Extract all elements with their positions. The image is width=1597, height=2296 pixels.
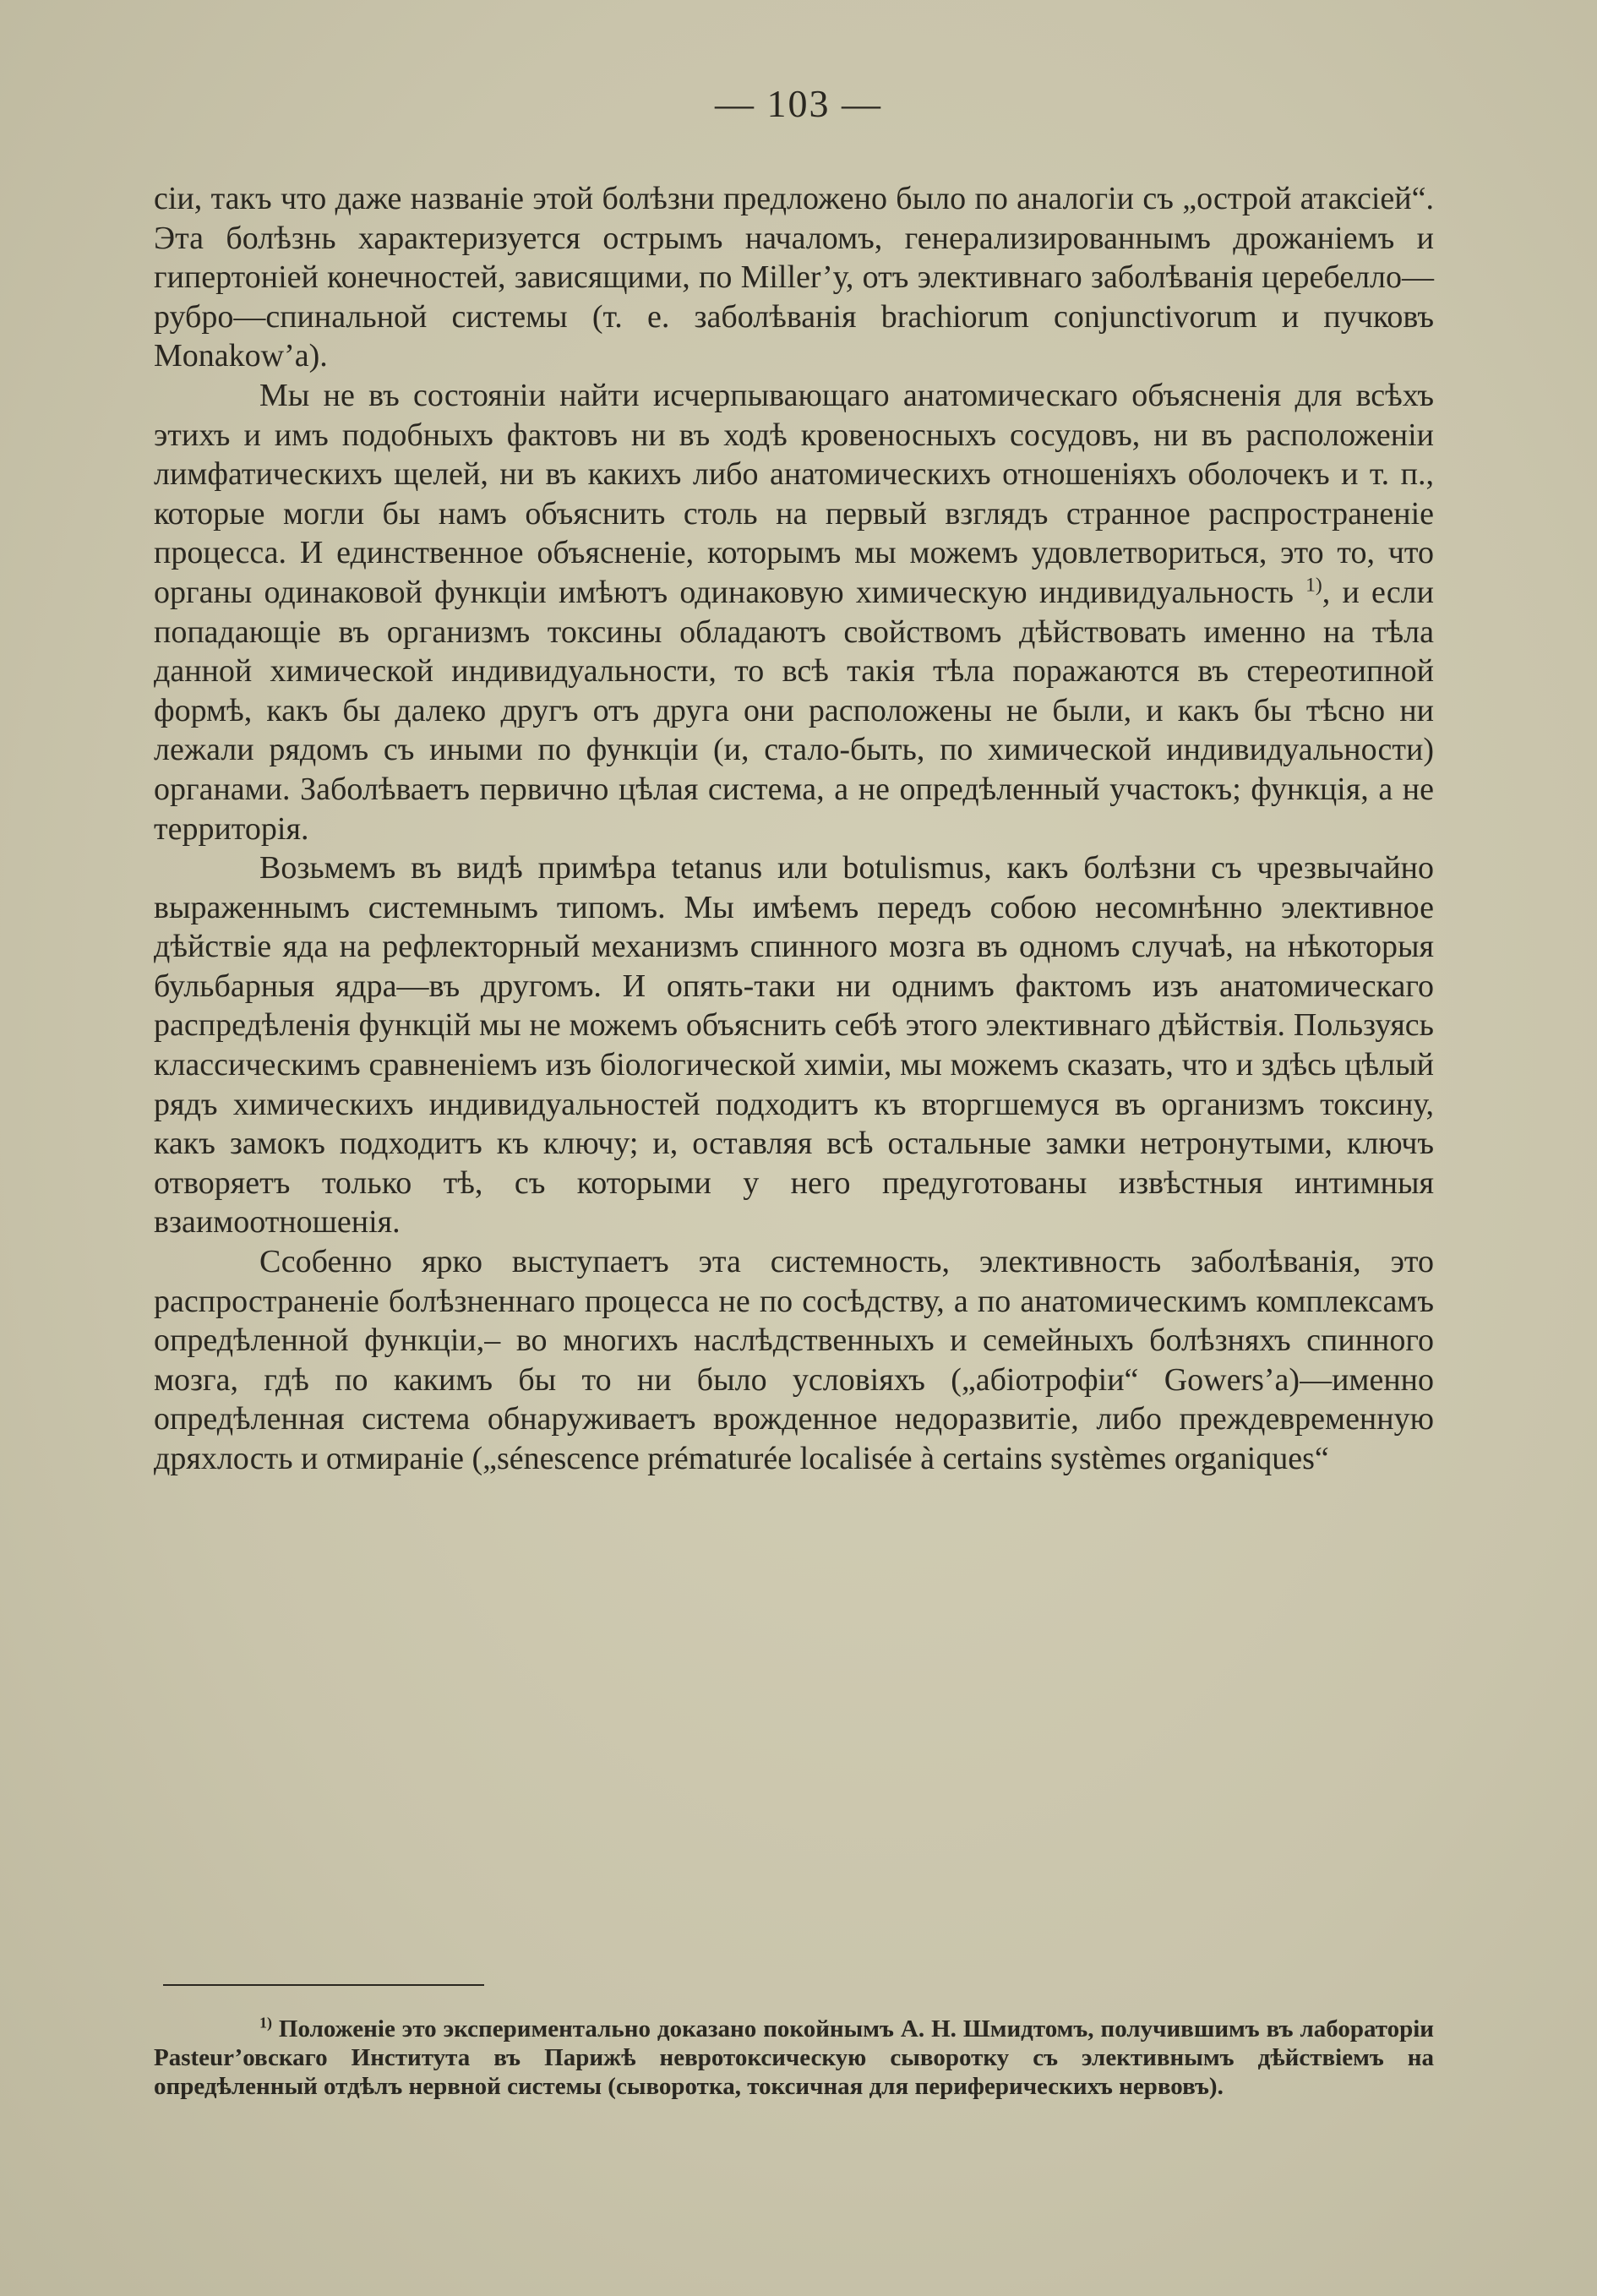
paragraph-1: ciи, такъ что даже названіе этой болѣзни предложено было по аналогіи съ „острой атаксіей“. Эта болѣзнь характеризуется острымъ началомъ, генерализированнымъ дрожаніемъ и гипертоніей конечностей, зависящими, по Miller’у, отъ элективнаго заболѣванія церебелло—рубро—спинальной системы (т. е. заболѣванія brachiorum conjunctivorum и пучковъ Monakow’a). bbox=[154, 181, 1434, 374]
paragraph-2-text-before-note: Мы не въ состояніи найти исчерпывающаго анатомическаго объясненія для всѣхъ этихъ и имъ подобныхъ фактовъ ни въ ходѣ кровеносныхъ сосудовъ, ни въ расположеніи лимфатическихъ щелей, ни въ какихъ либо анатомическихъ отношеніяхъ оболочекъ и т. п., которые могли бы намъ объяснить столь на первый взглядъ странное распространеніе процесса. И единственное объясненіе, которымъ мы можемъ удовлетвориться, это то, что органы одинаковой функціи имѣютъ одинаковую химическую индивидуальность bbox=[154, 377, 1434, 610]
paragraph-2 bbox=[154, 376, 1434, 848]
footnote bbox=[154, 2015, 1434, 2101]
footnote-reference: 1) bbox=[1305, 574, 1322, 597]
paragraph-3: Возьмемъ въ видѣ примѣра tetanus или botulismus, какъ болѣзни съ чрезвычайно выраженнымъ системнымъ типомъ. Мы имѣемъ передъ собою несомнѣнно элективное дѣйствіе яда на рефлекторный механизмъ спинного мозга въ одномъ случаѣ, на нѣкоторыя бульбарныя ядра—въ другомъ. И опять-таки ни однимъ фактомъ изъ анатомическаго распредѣленія функцій мы не можемъ объяснить себѣ этого элективнаго дѣйствія. Пользуясь классическимъ сравненіемъ изъ біологической химіи, мы можемъ сказать, что и здѣсь цѣлый рядъ химическихъ индивидуальностей подходитъ къ вторгшемуся въ организмъ токсину, какъ замокъ подходитъ къ ключу; и, оставляя всѣ остальные замки нетронутыми, ключъ отворяетъ только тѣ, съ которыми у него предуготованы извѣстныя интимныя взаимоотношенія. bbox=[154, 850, 1434, 1241]
paragraph-4: Ссобенно ярко выступаетъ эта системность, элективность заболѣванія, это распространеніе болѣзненнаго процесса не по сосѣдству, а по анатомическимъ комплексамъ опредѣленной функціи,– во многихъ наслѣдственныхъ и семейныхъ болѣзняхъ спинного мозга, гдѣ по какимъ бы то ни было условіяхъ („абіотрофіи“ Gowers’a)—именно опредѣленная система обнаруживаетъ врожденное недоразвитіе, либо преждевременную дряхлость и отмираніе („sénescence prématurée localisée à certains systèmes organiques“ bbox=[154, 1244, 1434, 1476]
footnote-mark: 1) bbox=[259, 2014, 272, 2031]
footnote-divider bbox=[163, 1984, 484, 1986]
footnote-body: Положеніе это экспериментально доказано покойнымъ А. Н. Шмидтомъ, получившимъ въ лабораторіи Pasteur’овскаго Института въ Парижѣ невротоксическую сыворотку съ элективнымъ дѣйствіемъ на опредѣленный отдѣлъ нервной системы (сыворотка, токсичная для периферическихъ нервовъ). bbox=[154, 2015, 1434, 2100]
page-number: — 103 — bbox=[715, 82, 882, 125]
paragraph-2-text-after-note: , и если попадающіе въ организмъ токсины обладаютъ свойствомъ дѣйствовать именно на тѣла данной химической индивидуальности, то всѣ такія тѣла поражаются въ стереотипной формѣ, какъ бы далеко другъ отъ друга они расположены не были, и какъ бы тѣсно ни лежали рядомъ съ иными по функціи (и, стало-быть, по химической индивидуальности) органами. Заболѣваетъ первично цѣлая система, а не опредѣленный участокъ; функція, а не территорія. bbox=[154, 574, 1434, 847]
footnote-text bbox=[154, 2015, 1434, 2101]
main-text bbox=[154, 179, 1434, 1479]
